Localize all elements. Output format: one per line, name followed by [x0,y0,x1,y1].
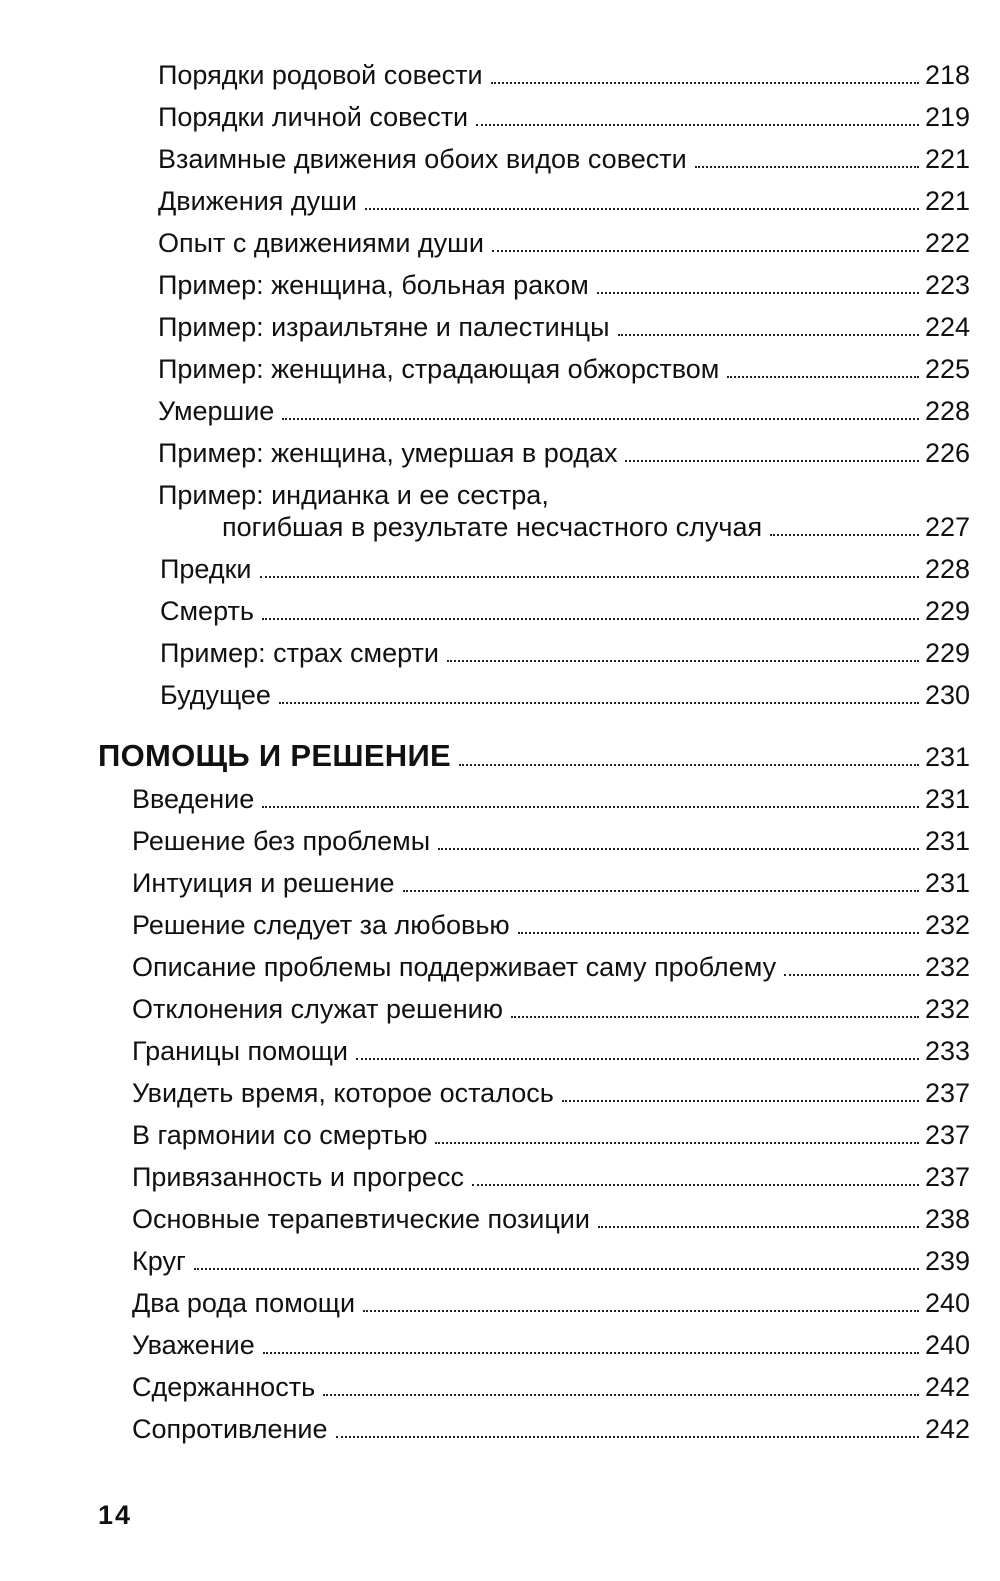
toc-entry-title: Пример: женщина, страдающая обжорством [158,354,720,384]
toc-entry-title: Пример: израильтяне и палестинцы [158,312,610,342]
toc-entry-page: 227 [924,512,970,542]
toc-entry-page: 224 [924,312,970,342]
toc-entry-page: 219 [924,102,970,132]
toc-entry-title: Сопротивление [132,1414,328,1444]
toc-entry-title: Пример: страх смерти [160,638,439,668]
toc-entry-title: Порядки родовой совести [158,60,483,90]
leader-dots [279,702,919,704]
toc-entry [132,1122,970,1149]
toc-entry-page: 232 [924,952,970,982]
toc-entry-title: Решение без проблемы [132,826,431,856]
toc-entry-page: 228 [924,554,970,584]
toc-entry-title-line2: погибшая в результате несчастного случая [222,512,763,542]
toc-entry-page: 242 [924,1414,970,1444]
toc-entry [160,598,970,625]
leader-dots [260,576,919,578]
toc-entry-title-line1: Пример: индианка и ее сестра, [158,480,549,510]
leader-dots [491,82,919,84]
toc-entry [160,640,970,667]
toc-entry [132,1332,970,1359]
toc-entry [158,188,970,215]
toc-entry-title: Основные терапевтические позиции [132,1204,590,1234]
page-number: 14 [98,1500,133,1530]
toc-entry-title: Смерть [160,596,254,626]
toc-entry [158,398,970,425]
leader-dots [447,660,919,662]
toc-entry-title: Опыт с движениями души [158,228,484,258]
leader-dots [262,618,919,620]
toc-entry [132,1248,970,1275]
leader-dots [356,1058,919,1060]
toc-entry [132,828,970,855]
toc-entry-title: Интуиция и решение [132,868,395,898]
toc-entry [158,440,970,467]
toc-entry-title: Сдержанность [132,1372,316,1402]
toc-entry-title: Два рода помощи [132,1288,356,1318]
toc-entry-title: Круг [132,1246,186,1276]
toc-entry-page: 238 [924,1204,970,1234]
toc-entry-page: 228 [924,396,970,426]
leader-dots [518,932,919,934]
leader-dots [770,534,919,536]
toc-entry-page: 221 [924,186,970,216]
toc-entry-page: 240 [924,1330,970,1360]
toc-entry-page: 226 [924,438,970,468]
toc-entry-page: 225 [924,354,970,384]
toc-entry [158,146,970,173]
toc-entry-title: Уважение [132,1330,255,1360]
toc-entry [132,1290,970,1317]
toc-entry-page: 231 [924,868,970,898]
toc-entry [132,1416,970,1443]
leader-dots [365,208,919,210]
leader-dots [597,292,919,294]
leader-dots [511,1016,919,1018]
toc-entry [132,1374,970,1401]
leader-dots [784,974,919,976]
toc-entry [158,104,970,131]
toc-entry-page: 237 [924,1078,970,1108]
leader-dots [695,166,919,168]
toc-entry-page: 232 [924,994,970,1024]
leader-dots [492,250,919,252]
toc-section-heading [98,740,970,771]
toc-entry-title: Взаимные движения обоих видов совести [158,144,687,174]
toc-entry-page: 232 [924,910,970,940]
leader-dots [438,848,919,850]
leader-dots [262,806,919,808]
toc-entry-page: 218 [924,60,970,90]
toc-entry-title: Пример: женщина, умершая в родах [158,438,618,468]
toc-entry-page: 231 [924,784,970,814]
toc-entry-page: 223 [924,270,970,300]
toc-entry [132,1080,970,1107]
toc-entry [158,272,970,299]
toc-entry [158,62,970,89]
toc-entry-title: Пример: женщина, больная раком [158,270,589,300]
toc-entry-title: Увидеть время, которое осталось [132,1078,554,1108]
section-title: ПОМОЩЬ И РЕШЕНИЕ [98,738,452,773]
toc-entry [158,356,970,383]
leader-dots [472,1184,919,1186]
toc-entry-page: 242 [924,1372,970,1402]
toc-entry [160,556,970,583]
leader-dots [476,124,919,126]
toc-entry [132,870,970,897]
leader-dots [336,1436,919,1438]
toc-entry [158,314,970,341]
toc-entry-title: Порядки личной совести [158,102,469,132]
toc-entry-page: 240 [924,1288,970,1318]
toc-entry-page: 231 [924,826,970,856]
toc-entry-title: Будущее [160,680,271,710]
toc-entry-page: 233 [924,1036,970,1066]
leader-dots [282,418,919,420]
toc-entry-title: В гармонии со смертью [132,1120,428,1150]
toc-entry [158,230,970,257]
toc-entry [132,1206,970,1233]
leader-dots [323,1394,919,1396]
toc-entry-title: Умершие [158,396,275,426]
toc-entry [222,514,970,541]
toc-entry-page: 229 [924,638,970,668]
toc-entry [132,996,970,1023]
leader-dots [727,376,919,378]
leader-dots [598,1226,919,1228]
toc-entry-title: Введение [132,784,255,814]
leader-dots [459,764,919,766]
toc-entry-page: 237 [924,1120,970,1150]
toc-entry-page: 239 [924,1246,970,1276]
leader-dots [625,460,918,462]
toc-entry [132,1038,970,1065]
leader-dots [263,1352,919,1354]
toc-entry-page: 229 [924,596,970,626]
toc-entry-page: 221 [924,144,970,174]
leader-dots [435,1142,918,1144]
toc-entry-title: Движения души [158,186,357,216]
toc-entry-title: Отклонения служат решению [132,994,503,1024]
toc-entry [132,912,970,939]
leader-dots [618,334,919,336]
toc-entry-title: Предки [160,554,252,584]
toc-entry-title: Привязанность и прогресс [132,1162,464,1192]
toc-entry-page: 230 [924,680,970,710]
toc-entry-page: 222 [924,228,970,258]
toc-entry [132,786,970,813]
leader-dots [403,890,919,892]
toc-entry [132,1164,970,1191]
leader-dots [562,1100,919,1102]
section-page: 231 [924,742,970,772]
leader-dots [194,1268,919,1270]
toc-entry [160,682,970,709]
toc-entry-title: Описание проблемы поддерживает саму проблему [132,952,777,982]
toc-entry-title: Границы помощи [132,1036,349,1066]
leader-dots [363,1310,919,1312]
toc-entry-page: 237 [924,1162,970,1192]
toc-entry [132,954,970,981]
toc-entry-title: Решение следует за любовью [132,910,510,940]
